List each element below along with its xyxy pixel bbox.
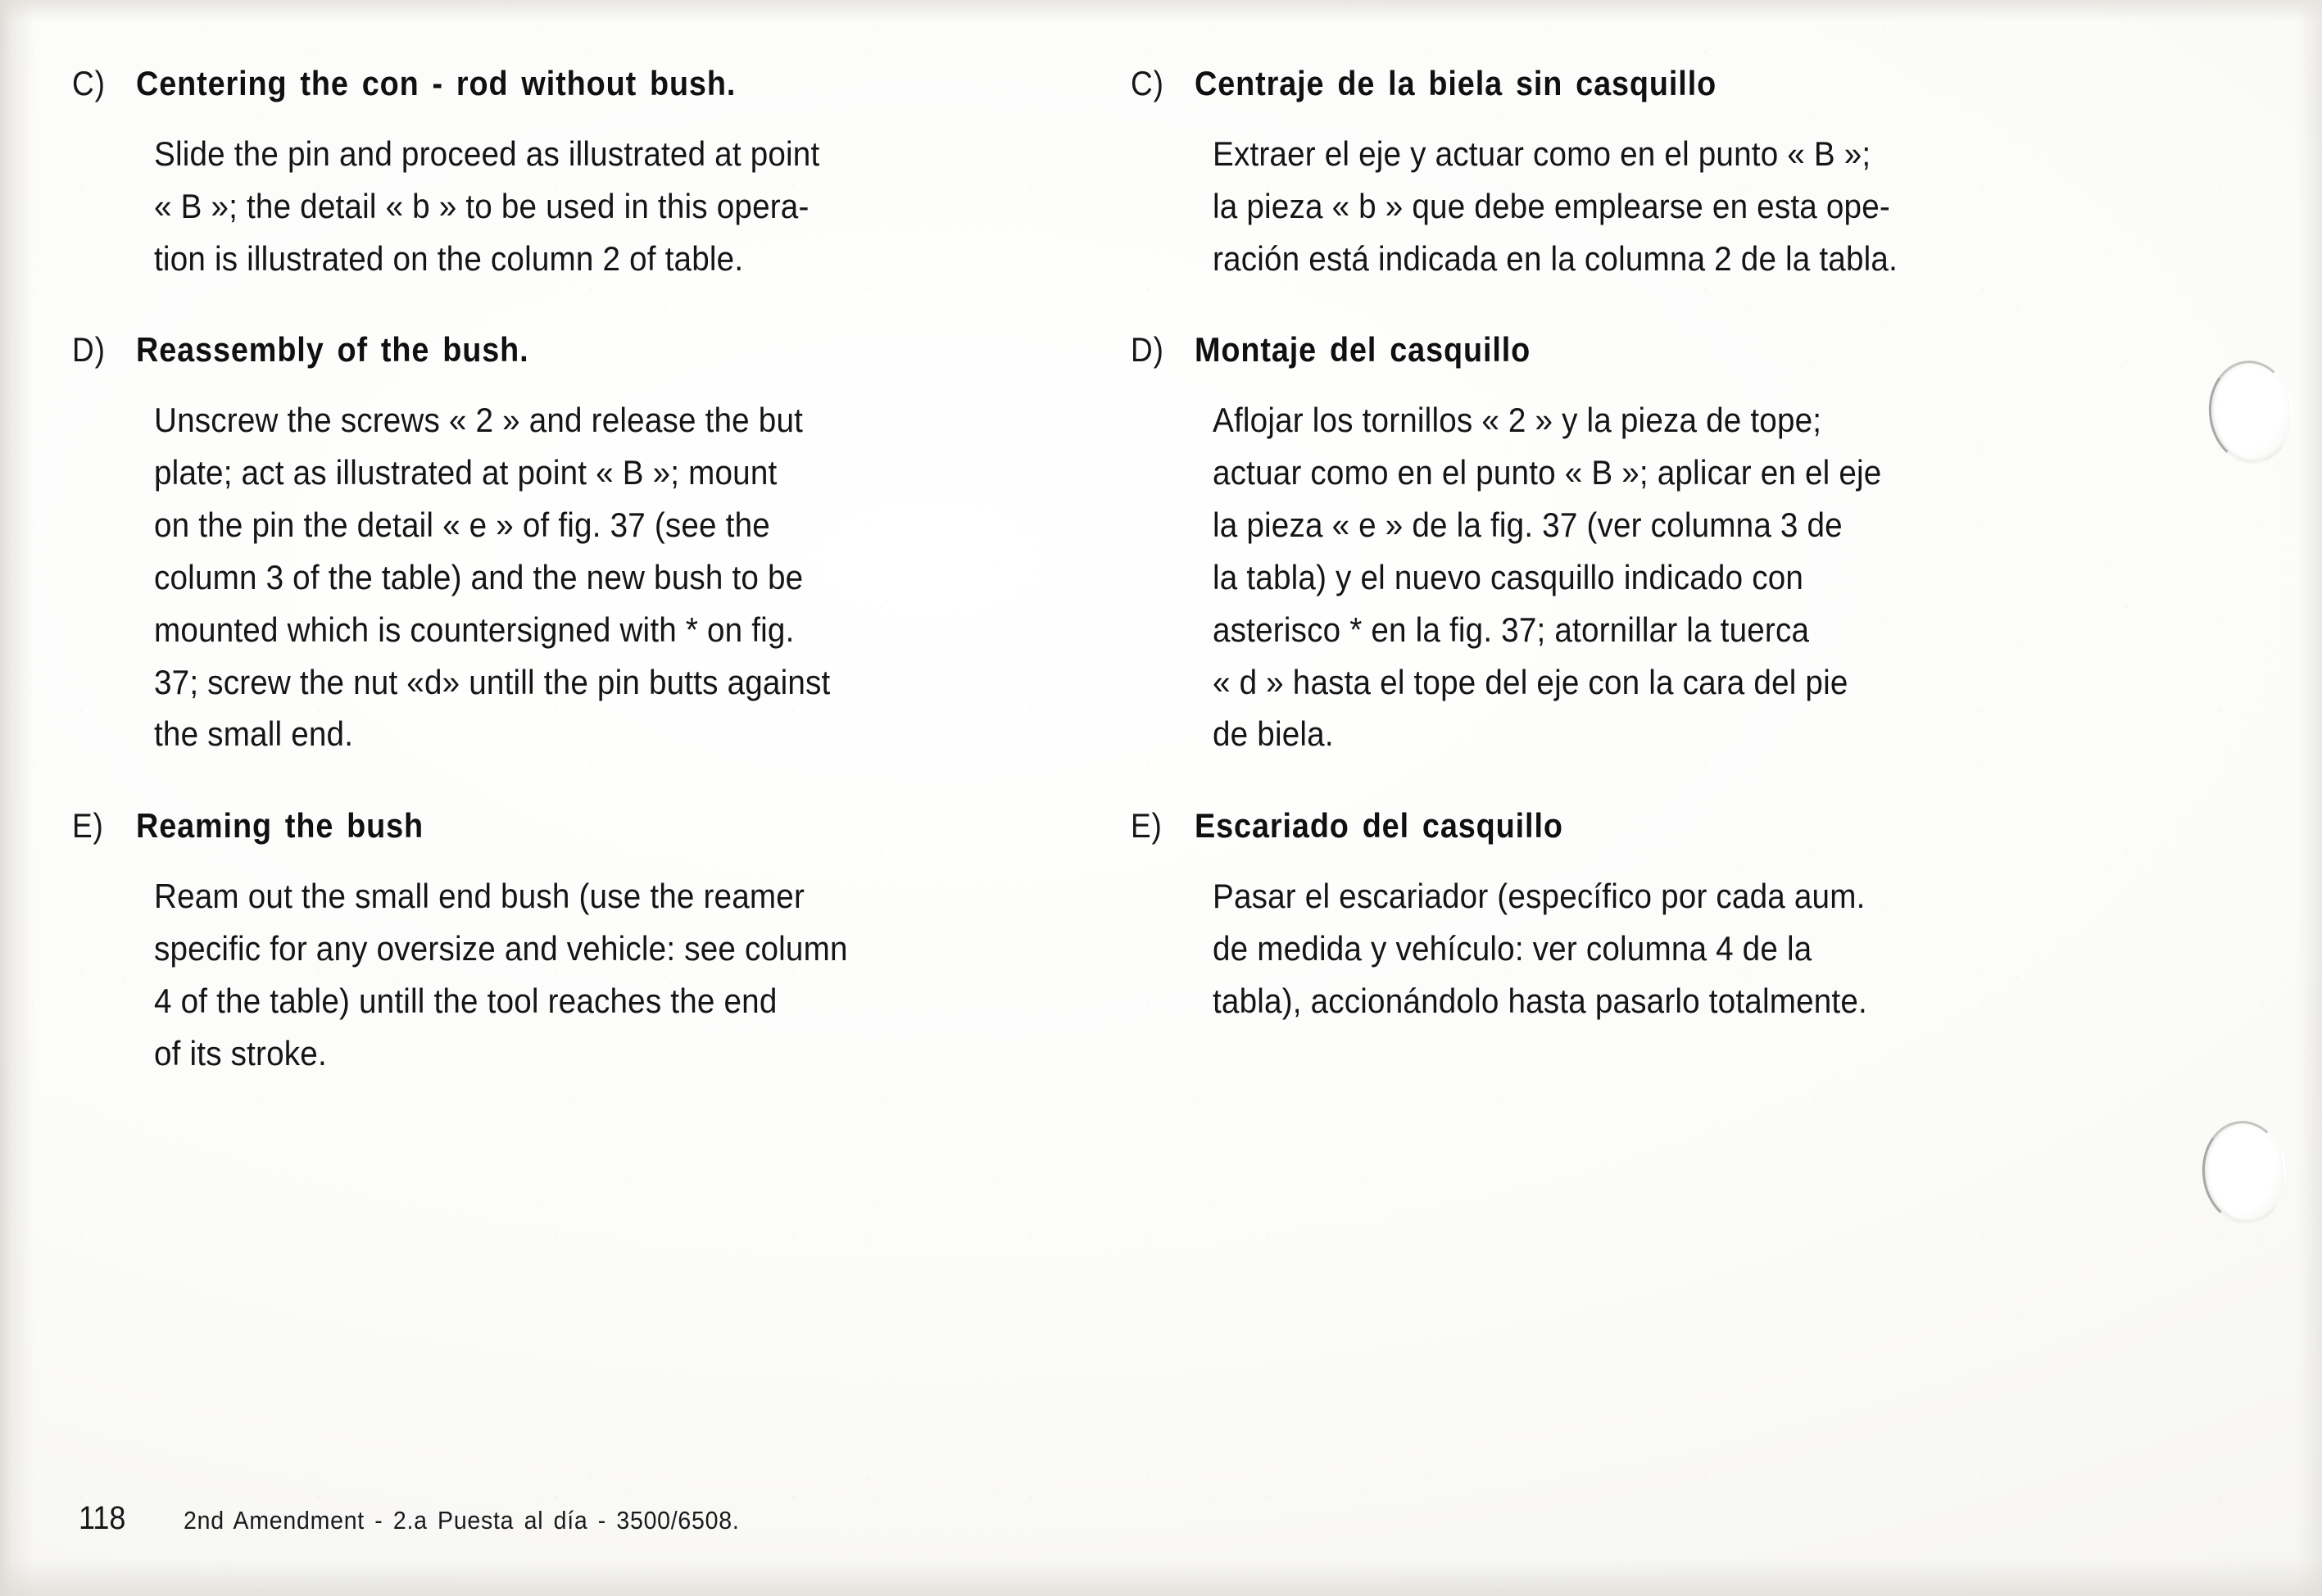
section-heading [72, 64, 1037, 103]
section-body [1213, 128, 2096, 284]
section-body [154, 870, 1037, 1079]
body-line: tabla), accionándolo hasta pasarlo totalmente. [1213, 981, 1867, 1020]
section-letter: E) [1131, 806, 1163, 846]
section-letter: E) [72, 806, 104, 846]
page-number: 118 [79, 1500, 126, 1536]
section-body [1213, 394, 2096, 760]
body-line: Pasar el escariador (específico por cada aum. [1213, 877, 1866, 916]
spanish-column [1131, 64, 2096, 1073]
body-line: « B »; the detail « b » to be used in this opera- [154, 186, 810, 225]
section-body [154, 394, 1037, 760]
body-line: ración está indicada en la columna 2 de la tabla. [1213, 238, 1898, 278]
section-letter: C) [72, 64, 106, 102]
section-body [1213, 870, 2096, 1027]
section-letter: D) [72, 330, 106, 370]
body-line: Slide the pin and proceed as illustrated at point [154, 134, 820, 173]
body-line: de biela. [1213, 714, 1334, 754]
section-spanish-c [1131, 64, 2096, 284]
body-line: 4 of the table) untill the tool reaches the end [154, 981, 778, 1020]
section-spanish-e [1131, 806, 2096, 1027]
section-english-e [72, 806, 1037, 1079]
body-line: 37; screw the nut «d» untill the pin butts against [154, 662, 831, 701]
body-line: actuar como en el punto « B »; aplicar en el eje [1213, 453, 1882, 492]
english-column [72, 64, 1037, 1126]
page-footer [79, 1500, 787, 1537]
body-line: column 3 of the table) and the new bush to be [154, 557, 804, 596]
section-english-d [72, 330, 1037, 760]
section-body [154, 128, 1037, 284]
body-line: the small end. [154, 714, 354, 754]
section-letter: C) [1131, 64, 1164, 102]
body-line: mounted which is countersigned with * on fig. [154, 610, 795, 649]
footer-imprint: 2nd Amendment - 2.a Puesta al día - 3500/6508. [183, 1506, 740, 1535]
body-line: la pieza « b » que debe emplearse en esta ope- [1213, 186, 1890, 225]
body-line: plate; act as illustrated at point « B »; mount [154, 453, 778, 492]
body-line: of its stroke. [154, 1033, 327, 1072]
section-spanish-d [1131, 330, 2096, 760]
section-letter: D) [1131, 330, 1164, 370]
section-title: Centering the con - rod without bush. [136, 64, 737, 102]
section-heading [1131, 806, 2096, 846]
body-line: Aflojar los tornillos « 2 » y la pieza de tope; [1213, 401, 1822, 440]
body-line: la pieza « e » de la fig. 37 (ver columna 3 de [1213, 506, 1843, 545]
body-line: la tabla) y el nuevo casquillo indicado con [1213, 557, 1804, 596]
body-line: tion is illustrated on the column 2 of table. [154, 238, 744, 278]
body-line: Extraer el eje y actuar como en el punto « B »; [1213, 134, 1871, 173]
section-heading [72, 330, 1037, 370]
section-title: Centraje de la biela sin casquillo [1195, 64, 1717, 102]
body-line: Unscrew the screws « 2 » and release the but [154, 401, 804, 440]
body-line: « d » hasta el tope del eje con la cara del pie [1213, 662, 1848, 701]
body-line: specific for any oversize and vehicle: see column [154, 929, 848, 968]
body-line: de medida y vehículo: ver columna 4 de la [1213, 929, 1812, 968]
section-heading [72, 806, 1037, 846]
section-title: Reassembly of the bush. [136, 330, 529, 370]
section-title: Escariado del casquillo [1195, 806, 1563, 846]
body-line: asterisco * en la fig. 37; atornillar la tuerca [1213, 610, 1810, 649]
body-line: on the pin the detail « e » of fig. 37 (see the [154, 506, 770, 545]
section-heading [1131, 64, 2096, 103]
section-title: Montaje del casquillo [1195, 330, 1531, 370]
section-title: Reaming the bush [136, 806, 424, 846]
section-heading [1131, 330, 2096, 370]
body-line: Ream out the small end bush (use the reamer [154, 877, 805, 916]
section-english-c [72, 64, 1037, 284]
